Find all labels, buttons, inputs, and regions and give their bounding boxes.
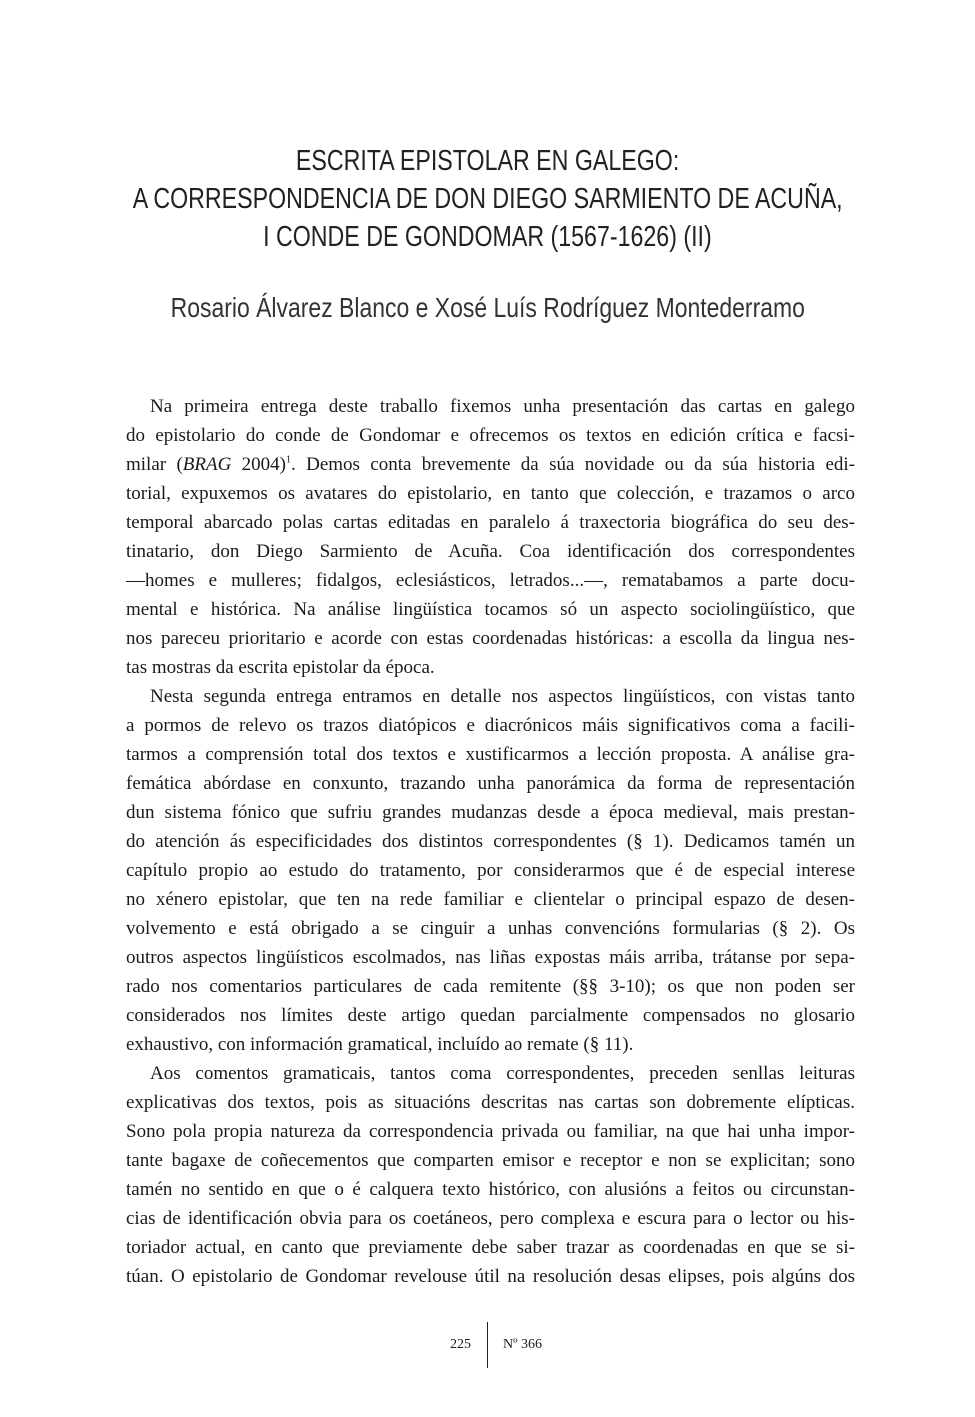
- text-line: Na primeira entrega deste traballo fixemos unha presentación das cartas en galego: [150, 396, 855, 417]
- text-line: explicativas dos textos, pois as situacións descritas nas cartas son dobremente elípticas.: [126, 1092, 855, 1113]
- text-line: Nesta segunda entrega entramos en detalle nos aspectos lingüísticos, con vistas tanto: [150, 686, 855, 707]
- text-line: [126, 450, 855, 479]
- text-line: do atención ás especificidades dos distintos correspondentes (§ 1). Dedicamos tamén un: [126, 831, 855, 852]
- text-line: considerados nos límites deste artigo quedan parcialmente compensados no glosario: [126, 1005, 855, 1026]
- text-line: rado nos comentarios particulares de cada remitente (§§ 3-10); os que non poden ser: [126, 976, 855, 997]
- footer-divider: [487, 1322, 488, 1368]
- text-line: túan. O epistolario de Gondomar revelouse útil na resolución desas elipses, pois algúns dos: [126, 1266, 855, 1287]
- journal-abbreviation: BRAG: [182, 454, 232, 475]
- text-line: femática abórdase en conxunto, trazando unha panorámica da forma de representación: [126, 773, 855, 794]
- paragraph: [126, 682, 855, 1059]
- text-line: volvemento e está obrigado a se cinguir a unhas convencións formularias (§ 2). Os: [126, 918, 855, 939]
- text-line: no xénero epistolar, que ten na rede familiar e clientelar o principal espazo de desen-: [126, 889, 855, 910]
- text-line: capítulo propio ao estudo do tratamento, por considerarmos que é de especial interese: [126, 860, 855, 881]
- article-body: [126, 392, 855, 1291]
- title-line: A CORRESPONDENCIA DE DON DIEGO SARMIENTO DE ACUÑA,: [132, 183, 843, 215]
- text-line: do epistolario do conde de Gondomar e ofrecemos os textos en edición crítica e facsi-: [126, 425, 855, 446]
- title-line: I CONDE DE GONDOMAR (1567-1626) (II): [263, 221, 712, 253]
- authors: Rosario Álvarez Blanco e Xosé Luís Rodríguez Montederramo: [170, 292, 805, 323]
- text-line: temporal abarcado polas cartas editadas en paralelo á traxectoria biográfica do seu des-: [126, 512, 855, 533]
- text-line: tas mostras da escrita epistolar da época.: [126, 657, 435, 678]
- text-line: tante bagaxe de coñecementos que comparten emisor e receptor e non se explicitan; sono: [126, 1150, 855, 1171]
- text-line: dun sistema fónico que sufriu grandes mudanzas desde a época medieval, mais prestan-: [126, 802, 855, 823]
- text-line: a pormos de relevo os trazos diatópicos e diacrónicos máis significativos coma a facili-: [126, 715, 855, 736]
- text-line: Sono pola propia natureza da correspondencia privada ou familiar, na que hai unha impor-: [126, 1121, 855, 1142]
- title-line: ESCRITA EPISTOLAR EN GALEGO:: [295, 145, 680, 177]
- paragraph: [126, 392, 855, 682]
- text-line: torial, expuxemos os avatares do epistolario, en tanto que colección, e trazamos o arco: [126, 483, 855, 504]
- text-line: exhaustivo, con información gramatical, incluído ao remate (§ 11).: [126, 1034, 634, 1055]
- text-fragment: milar (: [126, 454, 183, 475]
- text-fragment: . Demos conta brevemente da súa novidade ou da súa historia edi-: [291, 454, 855, 475]
- text-line: —homes e mulleres; fidalgos, eclesiásticos, letrados...—, rematabamos a parte docu-: [126, 570, 855, 591]
- page-footer: [0, 1322, 975, 1368]
- text-line: Aos comentos gramaticais, tantos coma correspondentes, preceden senllas leituras: [150, 1063, 855, 1084]
- text-line: nos pareceu prioritario e acorde con estas coordenadas históricas: a escolla da lingua nes-: [126, 628, 855, 649]
- article-title: [0, 142, 975, 256]
- text-line: toriador actual, en canto que previamente debe saber trazar as coordenadas en que se si-: [126, 1237, 855, 1258]
- text-line: mental e histórica. Na análise lingüística tocamos só un aspecto sociolingüístico, que: [126, 599, 855, 620]
- text-fragment: 2004): [231, 454, 287, 475]
- text-line: cias de identificación obvia para os coetáneos, pero complexa e escura para o lector ou his-: [126, 1208, 855, 1229]
- text-line: outros aspectos lingüísticos escolmados, nas liñas expostas máis arriba, trátanse por sepa-: [126, 947, 855, 968]
- issue-number: Nº 366: [503, 1337, 542, 1352]
- paragraph: [126, 1059, 855, 1291]
- text-line: tamén no sentido en que o é calquera texto histórico, con alusións a feitos ou circunstan-: [126, 1179, 855, 1200]
- page-number: 225: [450, 1337, 471, 1352]
- text-line: tarmos a comprensión total dos textos e xustificarmos a lección proposta. A análise gra-: [126, 744, 855, 765]
- footnote-marker[interactable]: 1: [286, 454, 292, 466]
- text-line: tinatario, don Diego Sarmiento de Acuña. Coa identificación dos correspondentes: [126, 541, 855, 562]
- authors-byline: [0, 292, 975, 324]
